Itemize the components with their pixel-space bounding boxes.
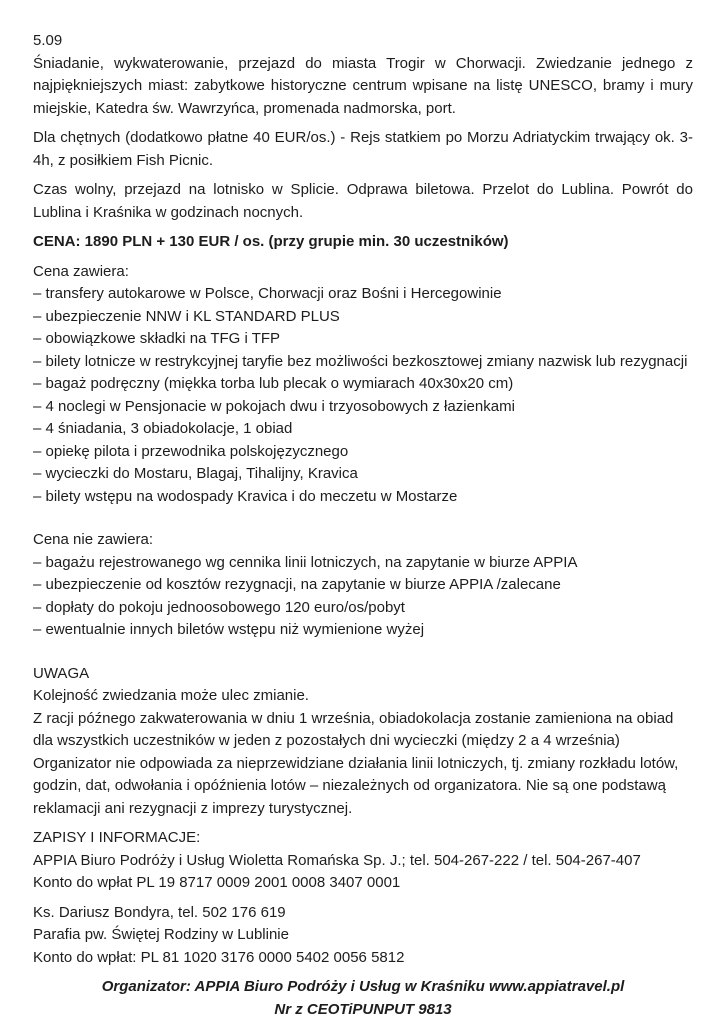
date-heading: 5.09	[33, 32, 63, 49]
price-line: CENA: 1890 PLN + 130 EUR / os. (przy grupie min. 30 uczestników)	[33, 233, 509, 250]
list-item: – wycieczki do Mostaru, Blagaj, Tihalijny, Kravica	[33, 465, 358, 482]
parish-contact-section	[33, 902, 693, 970]
list-item: – bagaż podręczny (miękka torba lub plecak o wymiarach 40x30x20 cm)	[33, 375, 514, 392]
list-item: – transfery autokarowe w Polsce, Chorwacji oraz Bośni i Hercegowinie	[33, 285, 502, 302]
list-item: – ubezpieczenie od kosztów rezygnacji, na zapytanie w biurze APPIA /zalecane	[33, 576, 561, 593]
organizer-footer	[33, 976, 693, 1021]
price-includes-heading: Cena zawiera:	[33, 262, 129, 280]
notice-section	[33, 663, 693, 821]
notice-heading: UWAGA	[33, 664, 90, 682]
list-item: – ubezpieczenie NNW i KL STANDARD PLUS	[33, 307, 340, 325]
list-item: – bilety wstępu na wodospady Kravica i do meczetu w Mostarze	[33, 487, 458, 505]
registry-number-line: Nr z CEOTiPUNPUT 9813	[274, 1000, 452, 1018]
organizer-line: Organizator: APPIA Biuro Podróży i Usług w Kraśniku www.appiatravel.pl	[101, 978, 625, 995]
list-item: – bagażu rejestrowanego wg cennika linii lotniczych, na zapytanie w biurze APPIA	[33, 553, 578, 571]
agency-contact-section	[33, 827, 693, 895]
list-item: – opiekę pilota i przewodnika polskojęzycznego	[33, 442, 349, 460]
optional-cruise-paragraph: Dla chętnych (dodatkowo płatne 40 EUR/os.) - Rejs statkiem po Morzu Adriatyckim trwający ok. 3-4h, z posiłkiem Fish Picnic.	[33, 129, 693, 169]
return-flight-paragraph: Czas wolny, przejazd na lotnisko w Splicie. Odprawa biletowa. Przelot do Lublina. Powrót do Lublina i Kraśnika w godzinach nocnych.	[33, 181, 693, 221]
price-excludes-section	[33, 529, 693, 642]
agency-contact-line: APPIA Biuro Podróży i Usług Wioletta Romańska Sp. J.; tel. 504-267-222 / tel. 504-267-407	[33, 851, 641, 869]
priest-contact-line: Ks. Dariusz Bondyra, tel. 502 176 619	[33, 903, 286, 921]
price-excludes-heading: Cena nie zawiera:	[33, 531, 154, 548]
list-item: – dopłaty do pokoju jednoosobowego 120 euro/os/pobyt	[33, 598, 405, 616]
agency-account-line: Konto do wpłat PL 19 8717 0009 2001 0008 3407 0001	[33, 874, 401, 891]
contact-heading: ZAPISY I INFORMACJE:	[33, 829, 201, 846]
parish-account-line: Konto do wpłat: PL 81 1020 3176 0000 5402 0056 5812	[33, 948, 405, 966]
list-item: – ewentualnie innych biletów wstępu niż wymienione wyżej	[33, 621, 425, 638]
notice-body: Z racji późnego zakwaterowania w dniu 1 września, obiadokolacja zostanie zamieniona na obiad dla wszystkich uczestników w jeden z pozostałych dni wycieczki (między 2 a 4 września) Organizator nie odpowiada za nieprzewidziane działania linii lotniczych, tj. zmiany rozkładu lotów, godzin, dat, odwołania i opóźnienia lotów – niezależnych od organizatora. Nie są one podstawą reklamacji ani rezygnacji z imprezy turystycznej.	[33, 709, 679, 817]
parish-line: Parafia pw. Świętej Rodziny w Lublinie	[33, 926, 289, 943]
list-item: – 4 noclegi w Pensjonacie w pokojach dwu i trzyosobowych z łazienkami	[33, 397, 515, 415]
list-item: – bilety lotnicze w restrykcyjnej taryfie bez możliwości bezkosztowej zmiany nazwisk lub rezygnacji	[33, 352, 688, 370]
price-includes-section	[33, 261, 693, 509]
itinerary-paragraph: Śniadanie, wykwaterowanie, przejazd do miasta Trogir w Chorwacji. Zwiedzanie jednego z najpiękniejszych miast: zabytkowe historyczne centrum wpisane na listę UNESCO, bramy i mury miejskie, Katedra św. Wawrzyńca, promenada nadmorska, port.	[33, 54, 693, 117]
notice-intro-line: Kolejność zwiedzania może ulec zmianie.	[33, 687, 309, 704]
list-item: – 4 śniadania, 3 obiadokolacje, 1 obiad	[33, 420, 293, 437]
list-item: – obowiązkowe składki na TFG i TFP	[33, 330, 281, 347]
